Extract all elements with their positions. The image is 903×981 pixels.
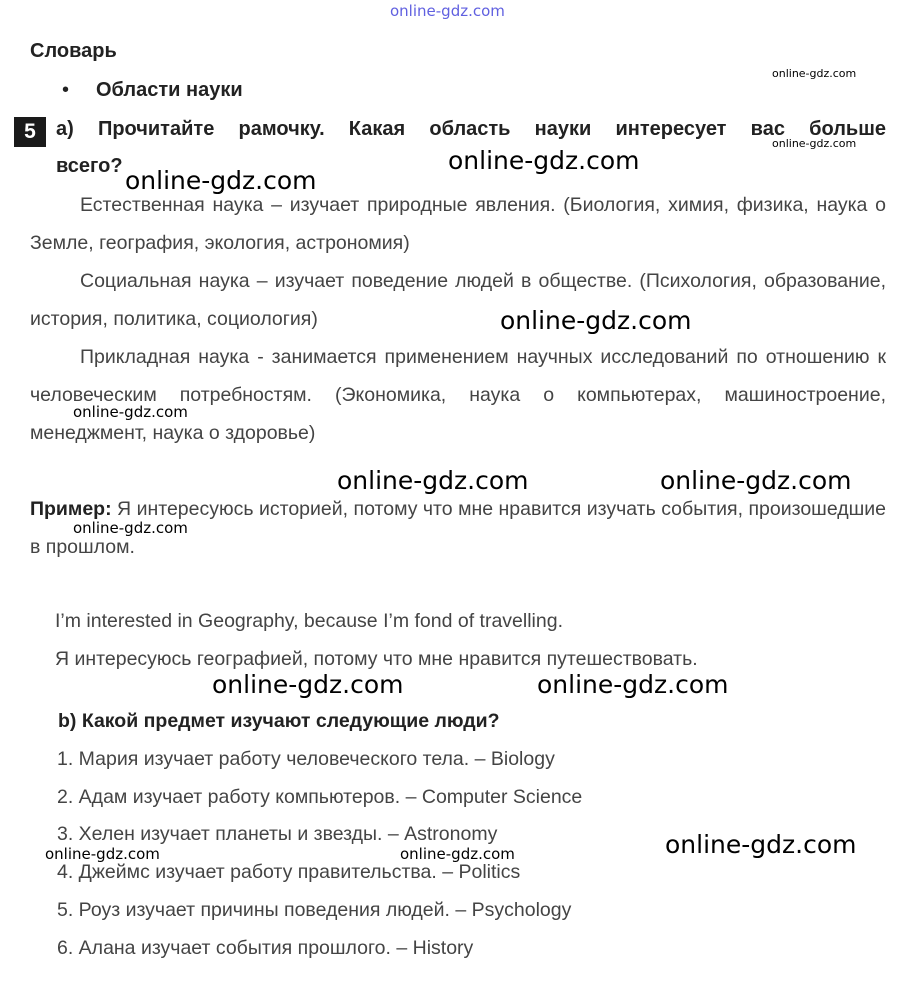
watermark-1: online-gdz.com bbox=[772, 67, 857, 80]
section-subtitle: Области науки bbox=[96, 79, 243, 101]
list-item: 4. Джеймс изучает работу правительства. – Politics bbox=[57, 861, 521, 883]
watermark-14: online-gdz.com bbox=[400, 845, 515, 863]
watermark-4: online-gdz.com bbox=[125, 166, 317, 195]
bullet-point: • bbox=[62, 79, 70, 101]
exercise-number-badge: 5 bbox=[14, 117, 46, 147]
example-text: Я интересуюсь историей, потому что мне нравится изучать события, произошедшие в прошлом. bbox=[30, 498, 886, 558]
watermark-9: online-gdz.com bbox=[73, 519, 188, 537]
list-item: 2. Адам изучает работу компьютеров. – Computer Science bbox=[57, 786, 583, 808]
paragraph-social-science: Социальная наука – изучает поведение людей в обществе. (Психология, образование, история, политика, социология) bbox=[30, 270, 886, 330]
example-block bbox=[30, 490, 886, 566]
watermark-10: online-gdz.com bbox=[212, 670, 404, 699]
list-item: 3. Хелен изучает планеты и звезды. – Astronomy bbox=[57, 823, 498, 845]
watermark-top: online-gdz.com bbox=[390, 2, 505, 20]
paragraph-natural-science: Естественная наука – изучает природные явления. (Биология, химия, физика, наука о Земле, география, экология, астрономия) bbox=[30, 194, 886, 254]
list-item: 1. Мария изучает работу человеческого тела. – Biology bbox=[57, 748, 555, 770]
task-a-line2: всего? bbox=[56, 155, 123, 177]
task-b: b) Какой предмет изучают следующие люди? bbox=[58, 710, 500, 732]
list-item: 5. Роуз изучает причины поведения людей. – Psychology bbox=[57, 899, 572, 921]
watermark-12: online-gdz.com bbox=[665, 830, 857, 859]
paragraph-applied-science: Прикладная наука - занимается применением научных исследований по отношению к человеческим потребностям. (Экономика, наука о компьютерах, машиностроение, менеджмент, наука о здоровье) bbox=[30, 346, 886, 444]
watermark-13: online-gdz.com bbox=[45, 845, 160, 863]
page-title: Словарь bbox=[30, 40, 117, 62]
watermark-8: online-gdz.com bbox=[660, 466, 852, 495]
watermark-3: online-gdz.com bbox=[448, 146, 640, 175]
answer-english: I’m interested in Geography, because I’m fond of travelling. bbox=[55, 610, 563, 632]
task-a-line1: a) Прочитайте рамочку. Какая область науки интересует вас больше bbox=[56, 118, 886, 140]
watermark-6: online-gdz.com bbox=[73, 403, 188, 421]
watermark-5: online-gdz.com bbox=[500, 306, 692, 335]
list-item: 6. Алана изучает события прошлого. – History bbox=[57, 937, 474, 959]
watermark-2: online-gdz.com bbox=[772, 137, 857, 150]
watermark-7: online-gdz.com bbox=[337, 466, 529, 495]
example-label: Пример: bbox=[30, 498, 112, 520]
watermark-11: online-gdz.com bbox=[537, 670, 729, 699]
answer-russian: Я интересуюсь географией, потому что мне нравится путешествовать. bbox=[55, 648, 698, 670]
